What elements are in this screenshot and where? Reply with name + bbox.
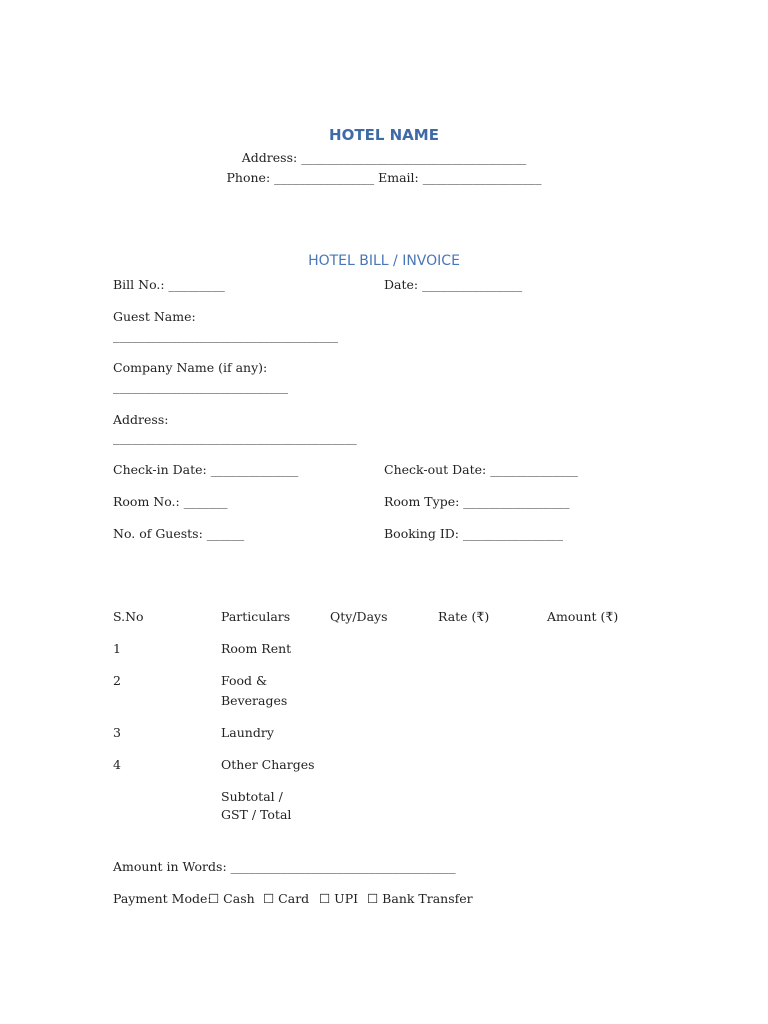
table-row-particular: Room Rent <box>221 641 292 656</box>
company-name-line: ____________________________ <box>113 379 288 394</box>
table-header-amount: Amount (₹) <box>547 609 619 624</box>
booking-id-field: Booking ID: ________________ <box>384 526 563 541</box>
table-row-sno: 2 <box>113 673 121 688</box>
checkout-date-field: Check-out Date: ______________ <box>384 462 578 477</box>
table-row-particular: Other Charges <box>221 757 315 772</box>
guests-count-field: No. of Guests: ______ <box>113 526 245 541</box>
hotel-address-line: Address: ____________________________________ <box>241 150 527 165</box>
table-row-particular-cont: GST / Total <box>221 807 292 822</box>
invoice-title: HOTEL BILL / INVOICE <box>308 253 460 269</box>
table-header-particulars: Particulars <box>221 609 291 624</box>
table-row-sno: 3 <box>113 725 121 740</box>
payment-option-bank-transfer[interactable]: ☐ Bank Transfer <box>367 891 473 906</box>
table-row-sno: 1 <box>113 641 121 656</box>
table-row-particular: Food & <box>221 673 268 688</box>
bill-no-field: Bill No.: _________ <box>113 277 225 292</box>
table-row-particular: Laundry <box>221 725 274 740</box>
guest-address-line: _______________________________________ <box>113 430 357 445</box>
room-no-field: Room No.: _______ <box>113 494 228 509</box>
table-header-sno: S.No <box>113 609 144 624</box>
payment-option-cash[interactable]: ☐ Cash <box>208 891 255 906</box>
payment-option-card[interactable]: ☐ Card <box>263 891 310 906</box>
table-header-qty: Qty/Days <box>330 609 388 624</box>
amount-in-words-field: Amount in Words: ____________________________________ <box>113 859 456 874</box>
table-header-rate: Rate (₹) <box>438 609 490 624</box>
guest-name-line: ____________________________________ <box>113 328 338 343</box>
table-row-particular-cont: Beverages <box>221 693 288 708</box>
guest-name-label: Guest Name: <box>113 309 196 324</box>
checkin-date-field: Check-in Date: ______________ <box>113 462 299 477</box>
company-name-label: Company Name (if any): <box>113 360 268 375</box>
table-row-particular: Subtotal / <box>221 789 283 804</box>
payment-mode-label: Payment Mode: <box>113 891 212 906</box>
room-type-field: Room Type: _________________ <box>384 494 570 509</box>
guest-address-label: Address: <box>113 412 169 427</box>
table-row-sno: 4 <box>113 757 121 772</box>
hotel-phone-email-line: Phone: ________________ Email: ___________________ <box>226 170 542 185</box>
date-field: Date: ________________ <box>384 277 523 292</box>
hotel-name-title: HOTEL NAME <box>329 126 439 144</box>
payment-option-upi[interactable]: ☐ UPI <box>319 891 359 906</box>
